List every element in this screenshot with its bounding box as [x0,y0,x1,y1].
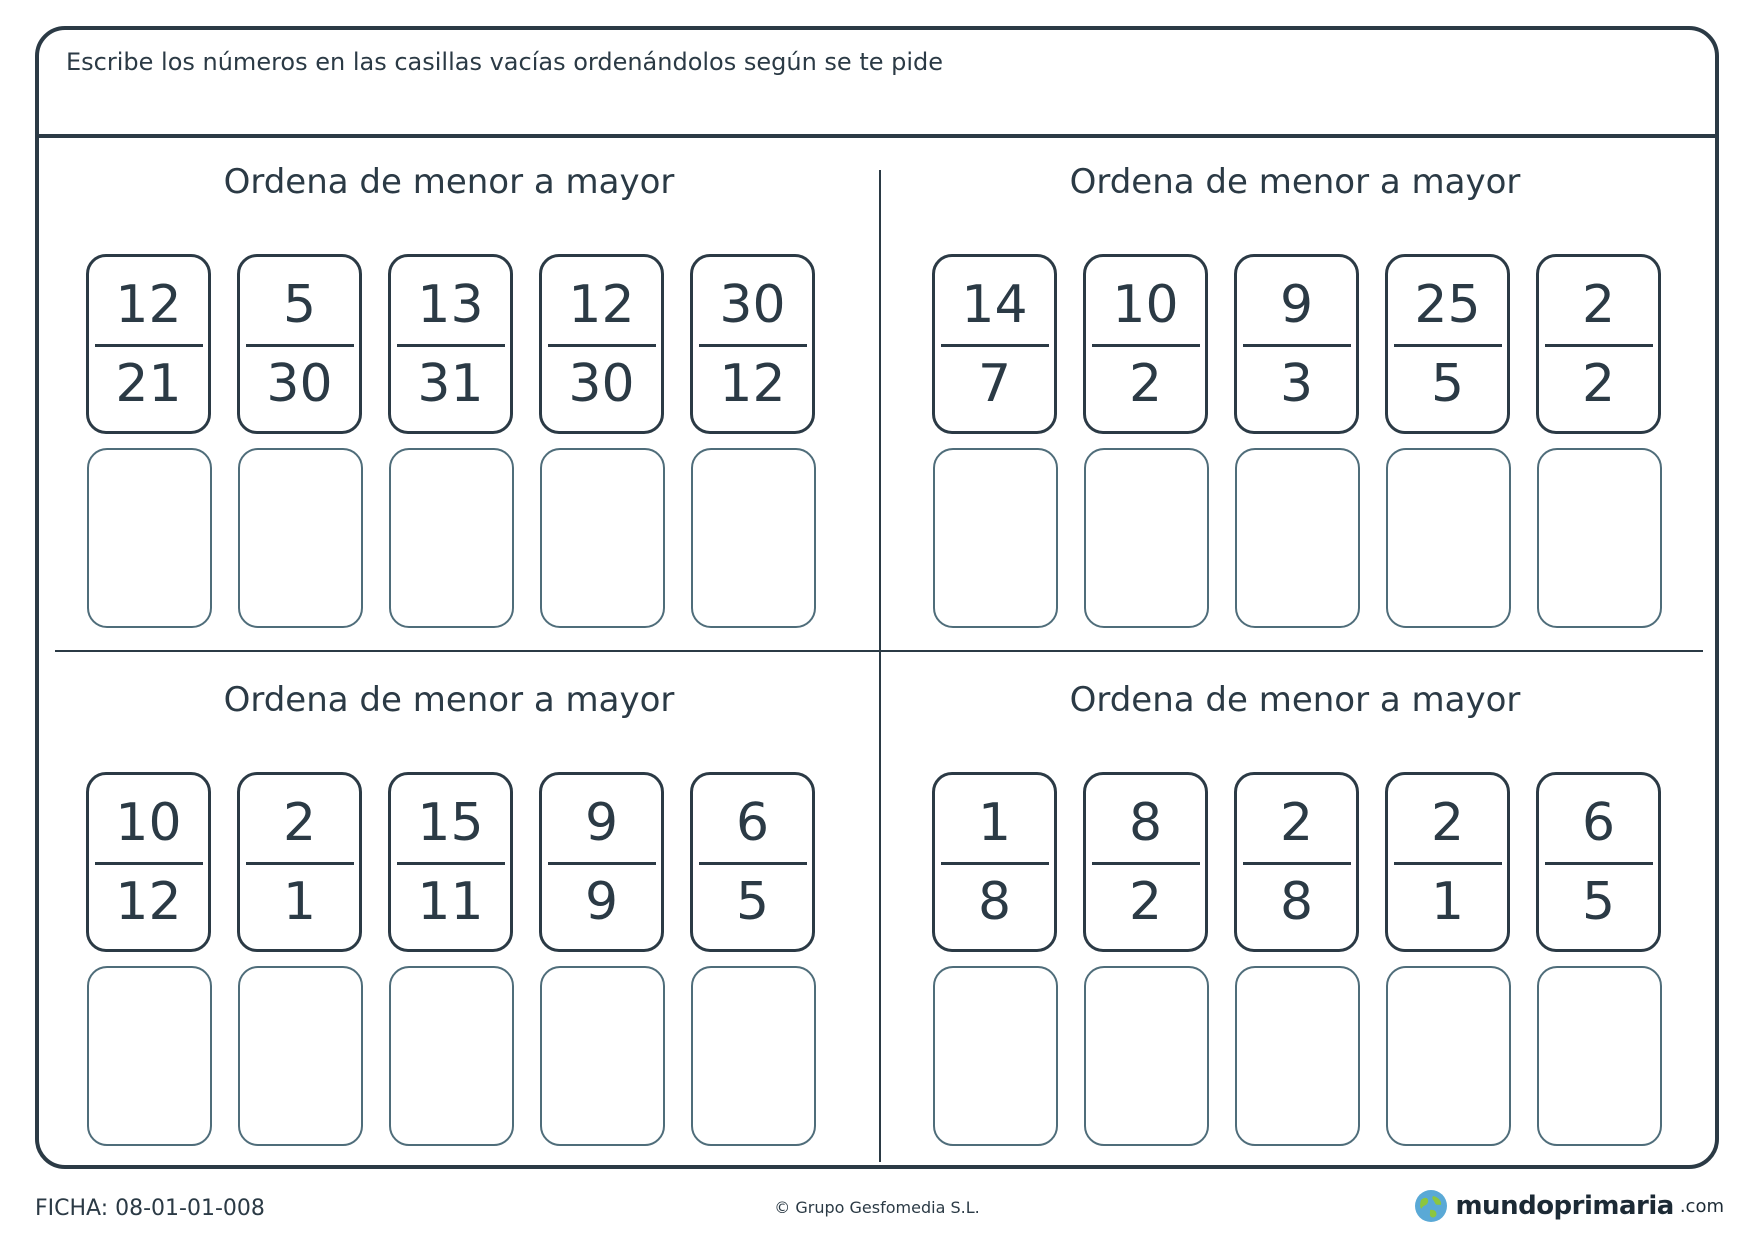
fraction-bar [1243,344,1351,347]
answer-box[interactable] [1235,966,1360,1146]
worksheet-header [39,30,1715,138]
fraction-card [1385,254,1510,434]
fraction-bar [1394,344,1502,347]
fraction-card [388,772,513,952]
denominator: 31 [417,353,484,414]
numerator: 15 [417,792,484,853]
denominator: 2 [1128,871,1163,932]
numerator: 6 [735,792,770,853]
site-logo[interactable] [1413,1188,1724,1224]
numerator: 6 [1581,792,1616,853]
answer-row [933,448,1662,628]
fraction-row [86,772,815,952]
answer-box[interactable] [933,966,1058,1146]
denominator: 5 [1581,871,1616,932]
fraction-card [237,772,362,952]
denominator: 11 [417,871,484,932]
fraction-bar [941,862,1049,865]
fraction-bar [397,344,505,347]
numerator: 12 [115,274,182,335]
fraction-row [932,254,1661,434]
answer-box[interactable] [1537,966,1662,1146]
fraction-bar [246,862,354,865]
copyright-text: © Grupo Gesfomedia S.L. [774,1198,980,1217]
answer-box[interactable] [238,966,363,1146]
numerator: 2 [1581,274,1616,335]
fraction-card [237,254,362,434]
denominator: 2 [1128,353,1163,414]
answer-box[interactable] [1386,448,1511,628]
fraction-bar [548,862,656,865]
denominator: 5 [1430,353,1465,414]
fraction-bar [1092,344,1200,347]
fraction-bar [699,862,807,865]
fraction-card [1536,772,1661,952]
fraction-card [1234,772,1359,952]
denominator: 21 [115,353,182,414]
exercise-quadrant-2 [885,138,1705,628]
fraction-card [690,772,815,952]
globe-icon [1413,1188,1449,1224]
fraction-bar [941,344,1049,347]
exercise-title: Ordena de menor a mayor [223,162,675,202]
denominator: 8 [1279,871,1314,932]
fraction-card [539,254,664,434]
fraction-bar [246,344,354,347]
denominator: 1 [1430,871,1465,932]
fraction-row [86,254,815,434]
numerator: 2 [1279,792,1314,853]
answer-box[interactable] [1537,448,1662,628]
fraction-bar [95,344,203,347]
exercise-quadrant-3 [39,656,859,1146]
ficha-code: FICHA: 08-01-01-008 [35,1196,265,1221]
exercise-title: Ordena de menor a mayor [223,680,675,720]
numerator: 14 [961,274,1028,335]
answer-box[interactable] [1235,448,1360,628]
answer-box[interactable] [238,448,363,628]
fraction-card [539,772,664,952]
fraction-card [1536,254,1661,434]
fraction-bar [95,862,203,865]
answer-box[interactable] [540,448,665,628]
fraction-card [1385,772,1510,952]
fraction-bar [1545,862,1653,865]
denominator: 8 [977,871,1012,932]
numerator: 5 [282,274,317,335]
answer-box[interactable] [540,966,665,1146]
fraction-card [86,254,211,434]
fraction-bar [1394,862,1502,865]
answer-box[interactable] [87,448,212,628]
fraction-bar [548,344,656,347]
exercise-quadrant-4 [885,656,1705,1146]
numerator: 9 [584,792,619,853]
answer-box[interactable] [1084,448,1209,628]
vertical-divider [879,170,881,1162]
numerator: 10 [115,792,182,853]
fraction-card [1083,254,1208,434]
fraction-bar [1092,862,1200,865]
denominator: 30 [568,353,635,414]
instruction-text: Escribe los números en las casillas vacías ordenándolos según se te pide [66,48,944,76]
numerator: 2 [282,792,317,853]
answer-row [933,966,1662,1146]
numerator: 12 [568,274,635,335]
numerator: 13 [417,274,484,335]
denominator: 30 [266,353,333,414]
exercise-quadrant-1 [39,138,859,628]
denominator: 5 [735,871,770,932]
fraction-card [932,254,1057,434]
numerator: 8 [1128,792,1163,853]
denominator: 7 [977,353,1012,414]
denominator: 2 [1581,353,1616,414]
numerator: 9 [1279,274,1314,335]
fraction-card [86,772,211,952]
numerator: 30 [719,274,786,335]
fraction-card [388,254,513,434]
denominator: 9 [584,871,619,932]
worksheet-frame [35,26,1719,1169]
logo-domain: .com [1679,1195,1724,1217]
denominator: 1 [282,871,317,932]
fraction-bar [1243,862,1351,865]
denominator: 12 [719,353,786,414]
denominator: 12 [115,871,182,932]
logo-name: mundoprimaria [1455,1191,1674,1221]
numerator: 2 [1430,792,1465,853]
horizontal-divider [55,650,1703,652]
fraction-bar [699,344,807,347]
answer-box[interactable] [1084,966,1209,1146]
numerator: 25 [1414,274,1481,335]
fraction-card [932,772,1057,952]
numerator: 10 [1112,274,1179,335]
answer-box[interactable] [691,448,816,628]
answer-box[interactable] [389,966,514,1146]
fraction-card [1083,772,1208,952]
answer-box[interactable] [691,966,816,1146]
exercise-title: Ordena de menor a mayor [1069,162,1521,202]
exercise-title: Ordena de menor a mayor [1069,680,1521,720]
answer-row [87,448,816,628]
answer-box[interactable] [1386,966,1511,1146]
fraction-bar [1545,344,1653,347]
answer-row [87,966,816,1146]
fraction-card [1234,254,1359,434]
answer-box[interactable] [87,966,212,1146]
fraction-bar [397,862,505,865]
denominator: 3 [1279,353,1314,414]
fraction-card [690,254,815,434]
answer-box[interactable] [389,448,514,628]
fraction-row [932,772,1661,952]
numerator: 1 [977,792,1012,853]
answer-box[interactable] [933,448,1058,628]
